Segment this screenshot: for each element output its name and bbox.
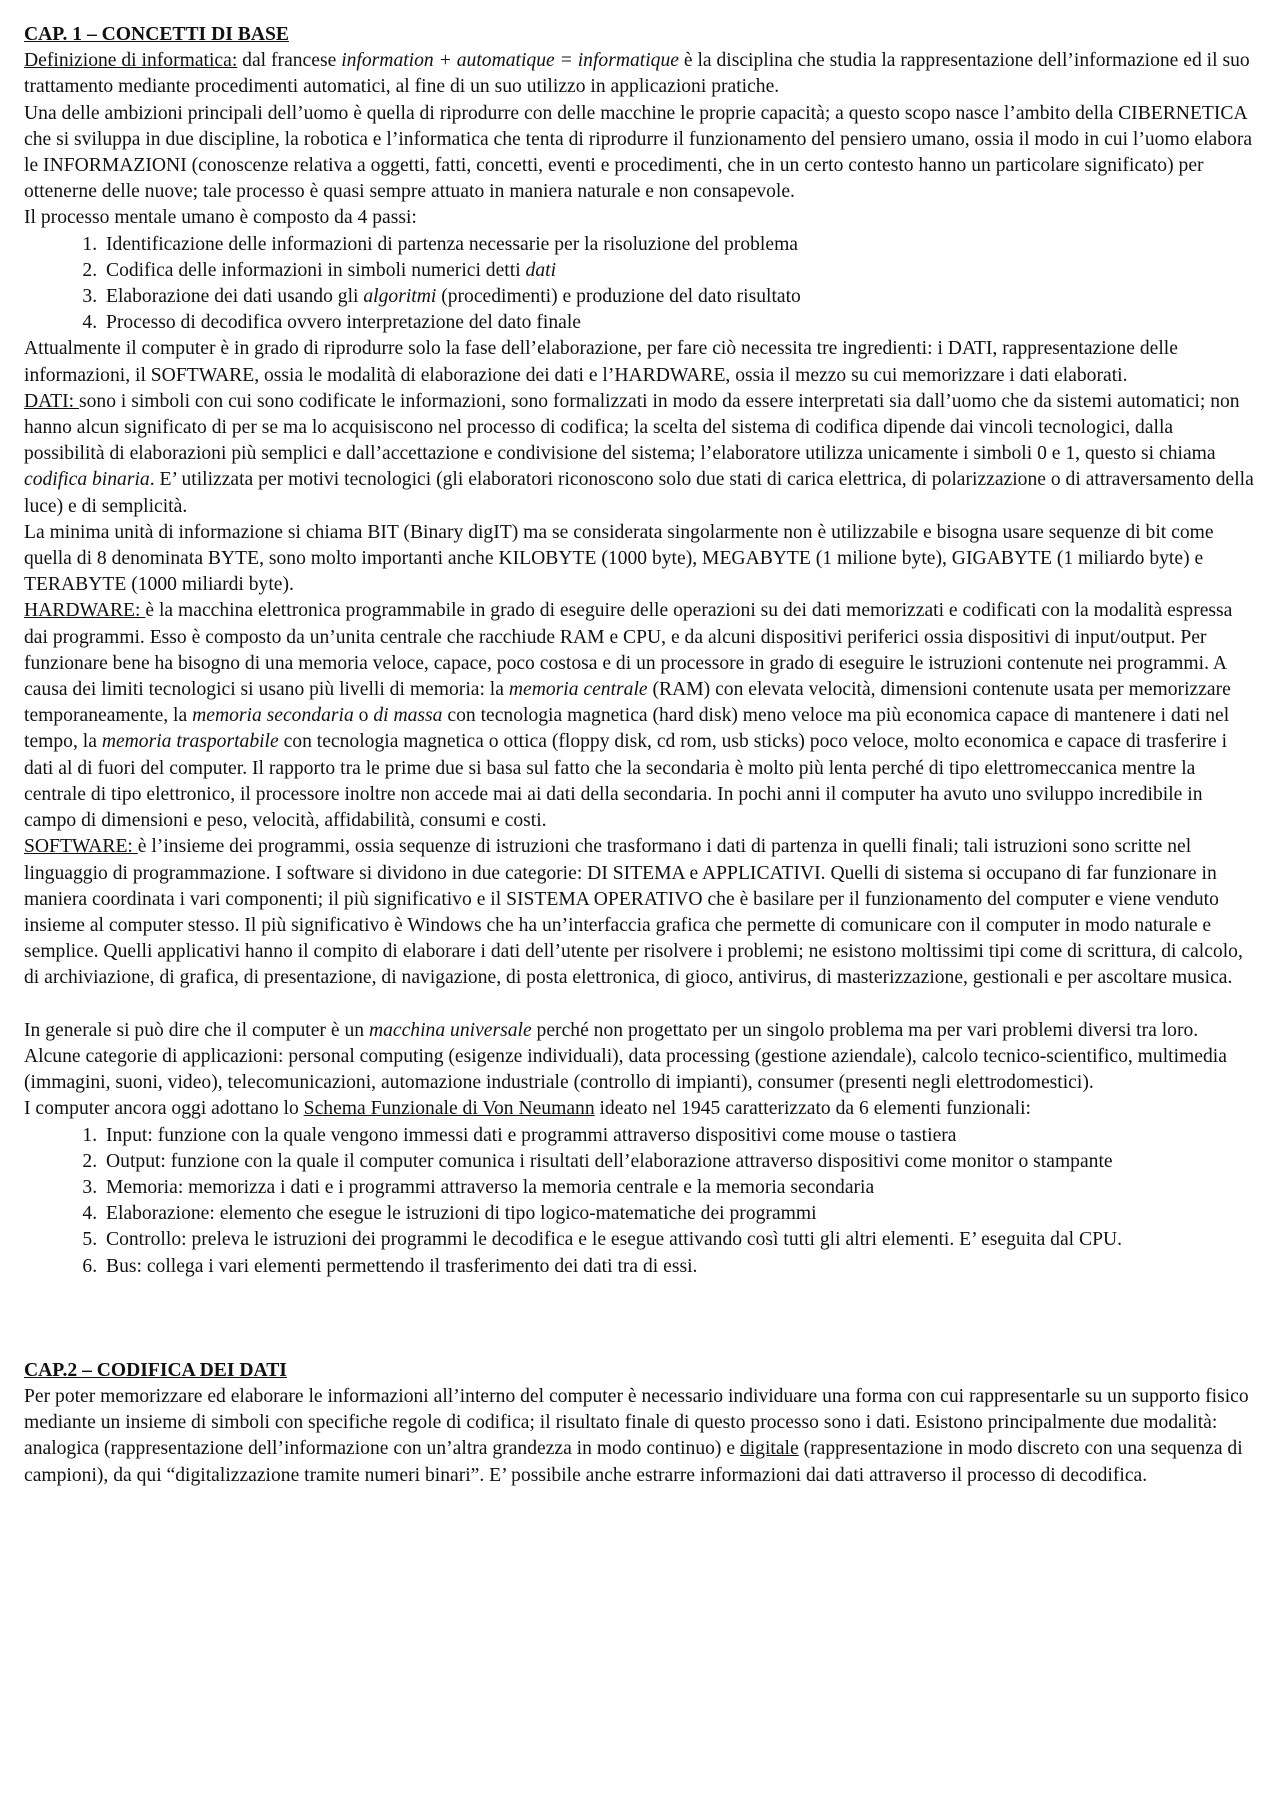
- dati-term: codifica binaria: [24, 469, 150, 491]
- process-step-2-text: Codifica delle informazioni in simboli numerici detti: [106, 259, 526, 281]
- hardware-text-c: o: [353, 705, 374, 727]
- software-label: SOFTWARE:: [24, 836, 138, 858]
- definition-text-b: è la disciplina che studia la rappresentazione dell’informazione ed il suo trattamento mediante procedimenti automatici, al fine di un suo utilizzo in applicazioni pratiche.: [24, 50, 1250, 98]
- dati-text-a: sono i simboli con cui sono codificate le informazioni, sono formalizzati in modo da essere interpretati sia dall’uomo che da sistemi automatici; non hanno alcun significato di per se ma lo acquisiscono nel processo di codifica; la scelta del sistema di codifica dipende dai vincoli tecnologici, dalla possibilità di elaborazioni più semplici e dall’accettazione e condivisione del sistema; l’elaboratore utilizza unicamente i simboli 0 e 1, questo si chiama: [24, 390, 1240, 465]
- hardware-term-secondary: memoria secondaria: [192, 705, 354, 727]
- von-neumann-item-3: [102, 1175, 1256, 1201]
- process-step-4: [102, 310, 1256, 336]
- von-neumann-item-6: [102, 1254, 1256, 1280]
- von-neumann-list: [24, 1123, 1256, 1280]
- process-step-3: [102, 284, 1256, 310]
- universal-text-a: In generale si può dire che il computer è un: [24, 1019, 369, 1041]
- dati-paragraph: [24, 389, 1256, 520]
- von-neumann-intro: [24, 1096, 1256, 1122]
- process-step-1: [102, 232, 1256, 258]
- von-neumann-item-4: [102, 1201, 1256, 1227]
- definition-paragraph: [24, 48, 1256, 100]
- von-neumann-item-1: [102, 1123, 1256, 1149]
- process-step-4-text: Processo di decodifica ovvero interpretazione del dato finale: [106, 312, 581, 334]
- blank-line: [24, 992, 1256, 1018]
- process-steps-list: [24, 232, 1256, 337]
- bit-paragraph: La minima unità di informazione si chiama BIT (Binary digIT) ma se considerata singolarmente non è utilizzabile e bisogna usare sequenze di bit come quella di 8 denominata BYTE, sono molto importanti anche KILOBYTE (1000 byte), MEGABYTE (1 milione byte), GIGABYTE (1 miliardo byte) e TERABYTE (1000 miliardi byte).: [24, 521, 1214, 596]
- hardware-label: HARDWARE:: [24, 600, 146, 622]
- hardware-text-d: con tecnologia magnetica (hard disk) meno veloce ma più economica capace di mantenere i dati nel tempo, la: [24, 705, 1230, 753]
- process-step-3-text-a: Elaborazione dei dati usando gli: [106, 286, 364, 308]
- universal-text-b: perché non progettato per un singolo problema ma per vari problemi diversi tra loro. Alcune categorie di applicazioni: personal computing (esigenze individuali), data processing (gestione aziendale), calcolo tecnico-scientifico, multimedia (immagini, suoni, video), telecomunicazioni, automazione industriale (controllo di impianti), consumer (presenti negli elettrodomestici).: [24, 1019, 1227, 1094]
- von-neumann-text-a: I computer ancora oggi adottano lo: [24, 1098, 304, 1120]
- chapter-1-title: CAP. 1 – CONCETTI DI BASE: [24, 24, 289, 45]
- process-step-1-text: Identificazione delle informazioni di partenza necessarie per la risoluzione del problema: [106, 233, 798, 255]
- process-step-3-term: algoritmi: [363, 286, 437, 308]
- dati-label: DATI:: [24, 390, 79, 412]
- definition-label: Definizione di informatica:: [24, 50, 238, 72]
- von-neumann-item-3-text: Memoria: memorizza i dati e i programmi attraverso la memoria centrale e la memoria secondaria: [106, 1176, 875, 1198]
- codifica-paragraph: [24, 1384, 1256, 1489]
- chapter-2-title: CAP.2 – CODIFICA DEI DATI: [24, 1359, 287, 1381]
- universal-term: macchina universale: [368, 1019, 532, 1041]
- process-step-2: [102, 258, 1256, 284]
- von-neumann-item-5-text: Controllo: preleva le istruzioni dei programmi le decodifica e le esegue attivando così tutti gli altri elementi. E’ eseguita dal CPU.: [106, 1229, 1123, 1251]
- process-intro: Il processo mentale umano è composto da 4 passi:: [24, 207, 417, 229]
- von-neumann-item-2: [102, 1149, 1256, 1175]
- process-step-3-text-b: (procedimenti) e produzione del dato risultato: [436, 286, 801, 308]
- von-neumann-item-5: [102, 1227, 1256, 1253]
- von-neumann-item-4-text: Elaborazione: elemento che esegue le istruzioni di tipo logico-matematiche dei programmi: [106, 1203, 817, 1225]
- von-neumann-term: Schema Funzionale di Von Neumann: [303, 1098, 595, 1120]
- hardware-term-mass: di massa: [373, 705, 443, 727]
- section-gap: [24, 1280, 1256, 1358]
- von-neumann-item-6-text: Bus: collega i vari elementi permettendo il trasferimento dei dati tra di essi.: [106, 1255, 698, 1277]
- software-text: è l’insieme dei programmi, ossia sequenze di istruzioni che trasformano i dati di partenza in quelli finali; tali istruzioni sono scritte nel linguaggio di programmazione. I software si dividono in due categorie: DI SITEMA e APPLICATIVI. Quelli di sistema si occupano di far funzionare in maniera coordinata i vari componenti; il più significativo e il SISTEMA OPERATIVO che è basilare per il funzionamento del computer e viene venduto insieme al computer stesso. Il più significativo è Windows che ha un’interfaccia grafica che permette di comunicare con il computer in modo naturale e semplice. Quelli applicativi hanno il compito di elaborare i dati dell’utente per risolvere i problemi; ne esistono moltissimi tipi come di scrittura, di calcolo, di archiviazione, di grafica, di presentazione, di navigazione, di posta elettronica, di gioco, antivirus, di masterizzazione, gestionali e per ascoltare musica.: [24, 836, 1243, 989]
- process-step-2-term: dati: [525, 259, 557, 281]
- hardware-text-b: (RAM) con elevata velocità, dimensioni contenute usata per memorizzare temporaneamente, la: [24, 679, 1231, 727]
- hardware-text-e: con tecnologia magnetica o ottica (floppy disk, cd rom, usb sticks) poco veloce, molto economica e capace di trasferire i dati al di fuori del computer. Il rapporto tra le prime due si basa sul fatto che la secondaria è molto più lenta perché di tipo elettromeccanica mentre la centrale di tipo elettronico, il processore inoltre non accede mai ai dati della secondaria. In pochi anni il computer ha avuto uno sviluppo incredibile in campo di dimensioni e peso, velocità, affidabilità, consumi e costi.: [24, 731, 1228, 832]
- cibernetica-paragraph: Una delle ambizioni principali dell’uomo è quella di riprodurre con delle macchine le proprie capacità; a questo scopo nasce l’ambito della CIBERNETICA che si sviluppa in due discipline, la robotica e l’informatica che tenta di riprodurre il funzionamento del pensiero umano, ossia il modo in cui l’uomo elabora le INFORMAZIONI (conoscenze relativa a oggetti, fatti, concetti, eventi e procedimenti, che in un certo contesto hanno un particolare significato) per ottenerne delle nuove; tale processo è quasi sempre attuato in maniera naturale e non consapevole.: [24, 102, 1253, 203]
- hardware-term-central: memoria centrale: [508, 679, 648, 701]
- software-paragraph: [24, 834, 1256, 991]
- ingredients-paragraph: Attualmente il computer è in grado di riprodurre solo la fase dell’elaborazione, per fare ciò necessita tre ingredienti: i DATI, rappresentazione delle informazioni, il SOFTWARE, ossia le modalità di elaborazione dei dati e l’HARDWARE, ossia il mezzo su cui memorizzare i dati elaborati.: [24, 338, 1178, 386]
- dati-text-b: . E’ utilizzata per motivi tecnologici (gli elaboratori riconoscono solo due stati di carica elettrica, di polarizzazione o di attraversamento della luce) e di semplicità.: [24, 469, 1254, 517]
- hardware-term-portable: memoria trasportabile: [101, 731, 279, 753]
- von-neumann-item-2-text: Output: funzione con la quale il computer comunica i risultati dell’elaborazione attraverso dispositivi come monitor o stampante: [106, 1150, 1113, 1172]
- definition-text-a: dal francese: [237, 50, 342, 72]
- hardware-text-a: è la macchina elettronica programmabile in grado di eseguire delle operazioni su dei dati memorizzati e codificati con la modalità espressa dai programmi. Esso è composto da un’unita centrale che racchiude RAM e CPU, e da alcuni dispositivi periferici ossia dispositivi di input/output. Per funzionare bene ha bisogno di una memoria veloce, capace, poco costosa e di un processore in grado di eseguire le istruzioni contenute nei programmi. A causa dei limiti tecnologici si usano più livelli di memoria: la: [24, 600, 1233, 701]
- von-neumann-text-b: ideato nel 1945 caratterizzato da 6 elementi funzionali:: [594, 1098, 1031, 1120]
- codifica-term-digitale: digitale: [739, 1438, 799, 1460]
- codifica-text-a: Per poter memorizzare ed elaborare le informazioni all’interno del computer è necessario individuare una forma con cui rappresentarle su un supporto fisico mediante un insieme di simboli con specifiche regole di codifica; il risultato finale di questo processo sono i dati. Esistono principalmente due modalità: analogica (rappresentazione dell’informazione con un’altra grandezza in modo continuo) e: [24, 1385, 1249, 1460]
- hardware-paragraph: [24, 598, 1256, 834]
- universal-machine-paragraph: [24, 1018, 1256, 1097]
- definition-etymology: information + automatique = informatique: [341, 50, 679, 72]
- codifica-text-b: (rappresentazione in modo discreto con una sequenza di campioni), da qui “digitalizzazione tramite numeri binari”. E’ possibile anche estrarre informazioni dai dati attraverso il processo di decodifica.: [24, 1438, 1243, 1486]
- von-neumann-item-1-text: Input: funzione con la quale vengono immessi dati e programmi attraverso dispositivi come mouse o tastiera: [106, 1124, 957, 1146]
